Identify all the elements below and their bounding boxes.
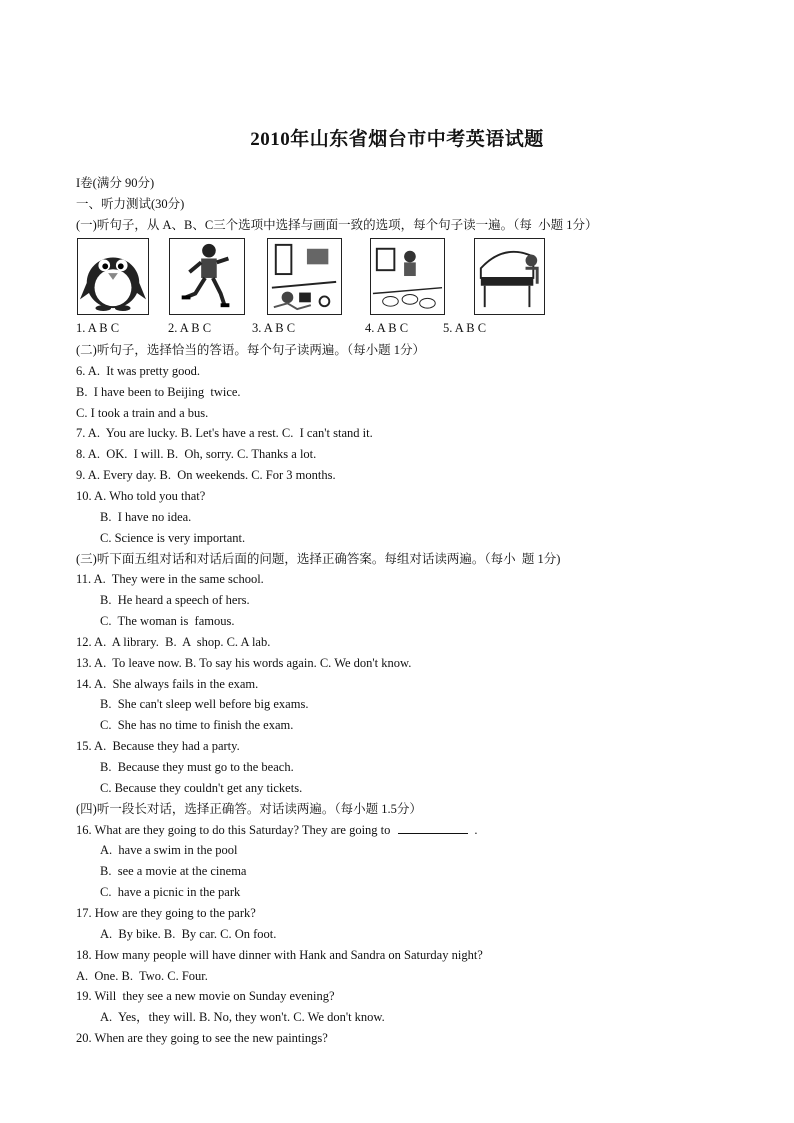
question-text: 20. When are they going to see the new paintings? bbox=[76, 1031, 328, 1046]
question-text: 9. A. Every day. B. On weekends. C. For 3 months. bbox=[76, 468, 336, 483]
question-text: A. One. B. Two. C. Four. bbox=[76, 968, 208, 983]
question-line bbox=[76, 822, 478, 838]
question-line bbox=[100, 780, 302, 796]
question-line bbox=[76, 634, 270, 650]
picture-label: 1. A B C bbox=[76, 321, 120, 335]
question-line bbox=[76, 905, 256, 921]
question-text: 16. What are they going to do this Saturday? They are going to bbox=[76, 822, 391, 837]
question-text: B. I have no idea. bbox=[100, 509, 192, 524]
question-text: A. By bike. B. By car. C. On foot. bbox=[100, 926, 277, 941]
question-text: 17. How are they going to the park? bbox=[76, 905, 256, 920]
question-text: 6. A. It was pretty good. bbox=[76, 363, 200, 378]
question-text: 13. A. To leave now. B. To say his words again. C. We don't know. bbox=[76, 655, 412, 670]
question-line bbox=[100, 717, 293, 733]
question-text: A. have a swim in the pool bbox=[100, 843, 238, 858]
paper-score-line: I卷(满分 90分) bbox=[76, 176, 155, 190]
question-line bbox=[100, 530, 245, 546]
question-line bbox=[100, 1009, 385, 1025]
question-text: (四)听一段长对话，选择正确答。对话读两遍。（每小题 1.5分） bbox=[76, 801, 422, 816]
answer-blank bbox=[398, 823, 468, 834]
question-text: B. He heard a speech of hers. bbox=[100, 593, 250, 608]
question-line bbox=[76, 676, 258, 692]
question-text: C. have a picnic in the park bbox=[100, 885, 241, 900]
question-line bbox=[76, 363, 200, 379]
section-listening-heading: 一、听力测试(30分) bbox=[76, 197, 185, 211]
blank-period: . bbox=[474, 822, 478, 837]
question-line bbox=[76, 446, 316, 462]
picture-label: 5. A B C bbox=[443, 321, 487, 335]
question-line bbox=[100, 613, 234, 629]
question-line bbox=[100, 926, 276, 942]
question-text: 12. A. A library. B. A shop. C. A lab. bbox=[76, 634, 271, 649]
question-line bbox=[76, 801, 422, 817]
question-line bbox=[100, 884, 240, 900]
question-line bbox=[100, 863, 246, 879]
question-line bbox=[76, 384, 241, 400]
question-line bbox=[76, 467, 336, 483]
question-line bbox=[76, 988, 335, 1004]
question-text: 8. A. OK. I will. B. Oh, sorry. C. Thanks a lot. bbox=[76, 447, 317, 462]
question-text: C. Because they couldn't get any tickets. bbox=[100, 780, 303, 795]
question-text: C. Science is very important. bbox=[100, 530, 246, 545]
question-line bbox=[76, 405, 208, 421]
running-boy-picture bbox=[169, 238, 245, 315]
question-text: C. The woman is famous. bbox=[100, 614, 235, 629]
question-line bbox=[76, 1030, 328, 1046]
question-line bbox=[76, 655, 411, 671]
question-text: B. see a movie at the cinema bbox=[100, 864, 247, 879]
question-text: 19. Will they see a new movie on Sunday evening? bbox=[76, 989, 335, 1004]
piano-picture bbox=[474, 238, 545, 315]
penguin-picture bbox=[77, 238, 149, 315]
question-text: B. I have been to Beijing twice. bbox=[76, 384, 241, 399]
question-line bbox=[76, 968, 208, 984]
part-one-instructions: (一)听句子，从 A、B、C三个选项中选择与画面一致的选项，每个句子读一遍。（每 小题 1分） bbox=[76, 218, 598, 232]
question-text: B. Because they must go to the beach. bbox=[100, 760, 294, 774]
question-text: 10. A. Who told you that? bbox=[76, 488, 206, 503]
picture-label: 3. A B C bbox=[252, 321, 296, 335]
question-line bbox=[76, 738, 240, 754]
question-text: C. I took a train and a bus. bbox=[76, 405, 209, 420]
question-line bbox=[100, 592, 250, 608]
question-line bbox=[76, 488, 205, 504]
page-title: 2010年山东省烟台市中考英语试题 bbox=[250, 129, 544, 150]
question-line bbox=[100, 842, 237, 858]
question-line bbox=[76, 551, 560, 567]
picture-label: 2. A B C bbox=[168, 321, 212, 335]
question-line bbox=[76, 947, 483, 963]
question-text: 18. How many people will have dinner with Hank and Sandra on Saturday night? bbox=[76, 947, 483, 962]
question-text: C. She has no time to finish the exam. bbox=[100, 718, 294, 733]
question-line bbox=[76, 342, 425, 358]
question-text: A. Yes，they will. B. No, they won't. C. We don't know. bbox=[100, 1010, 385, 1025]
question-text: B. She can't sleep well before big exams. bbox=[100, 697, 309, 712]
question-line bbox=[100, 759, 294, 775]
question-line bbox=[76, 425, 373, 441]
question-line bbox=[100, 696, 308, 712]
question-text: 15. A. Because they had a party. bbox=[76, 739, 240, 754]
question-line bbox=[76, 571, 264, 587]
question-text: 7. A. You are lucky. B. Let's have a rest. C. I can't stand it. bbox=[76, 426, 373, 441]
picture-label: 4. A B C bbox=[365, 321, 409, 335]
sheep-scene-picture bbox=[370, 238, 445, 315]
question-line bbox=[100, 509, 191, 525]
question-text: (三)听下面五组对话和对话后面的问题，选择正确答案。每组对话读两遍。（每小 题 1分) bbox=[76, 551, 561, 566]
messy-room-picture bbox=[267, 238, 342, 315]
question-text: (二)听句子，选择恰当的答语。每个句子读两遍。（每小题 1分） bbox=[76, 343, 425, 357]
question-text: 14. A. She always fails in the exam. bbox=[76, 676, 259, 691]
question-text: 11. A. They were in the same school. bbox=[76, 572, 264, 587]
